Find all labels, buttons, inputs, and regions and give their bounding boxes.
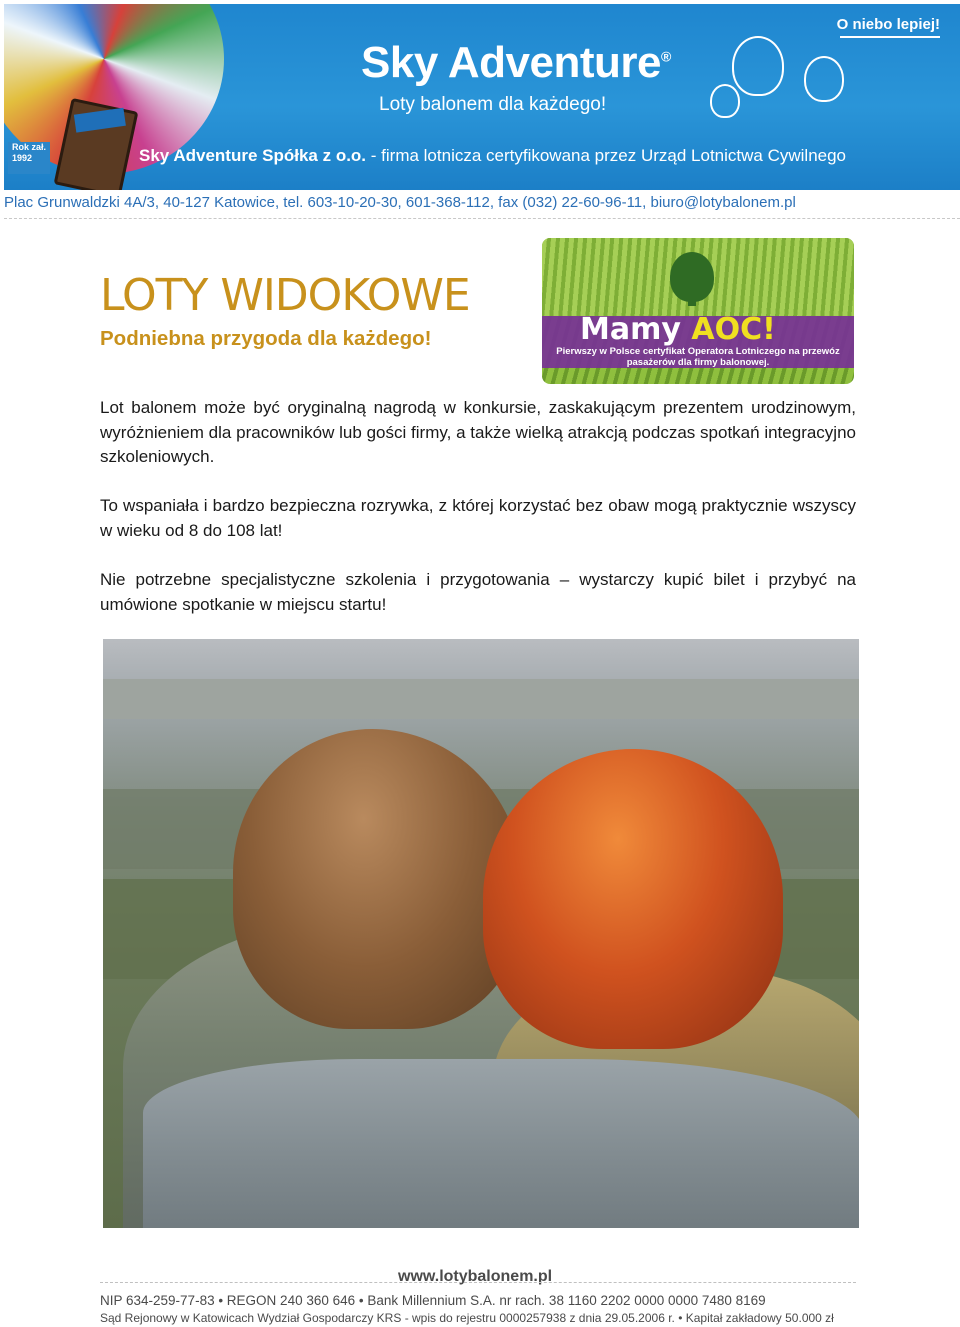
aoc-note: Pierwszy w Polsce certyfikat Operatora Lotniczego na przewóz pasażerów dla firmy balonowej. bbox=[556, 346, 840, 368]
balloon-outline-icon bbox=[732, 36, 784, 96]
year-value: 1992 bbox=[12, 153, 33, 163]
year-label: Rok zał. bbox=[12, 142, 47, 152]
paragraph: Nie potrzebne specjalistyczne szkolenia i przygotowania – wystarczy kupić bilet i przybyć na umówione spotkanie w miejscu startu! bbox=[100, 570, 856, 614]
paragraph: To wspaniała i bardzo bezpieczna rozrywka, z której korzystać bez obaw mogą praktycznie wszyscy w wieku od 8 do 108 lat! bbox=[100, 496, 856, 540]
balloon-outline-icon bbox=[804, 56, 844, 102]
divider bbox=[100, 1282, 856, 1283]
address-line: Plac Grunwaldzki 4A/3, 40-127 Katowice, tel. 603-10-20-30, 601-368-112, fax (032) 22-60-96-11, biuro@lotybalonem.pl bbox=[4, 194, 796, 211]
balloon-shadow-icon bbox=[670, 252, 714, 302]
footer-registry-info: Sąd Rejonowy w Katowicach Wydział Gospodarczy KRS - wpis do rejestru 0000257938 z dnia 29.05.2006 r. • Kapitał zakładowy 50.000 zł bbox=[100, 1311, 834, 1325]
couple-balloon-flight-photo bbox=[103, 639, 859, 1228]
company-line: Sky Adventure Spółka z o.o. - firma lotnicza certyfikowana przez Urząd Lotnictwa Cywilnego bbox=[139, 146, 847, 165]
person-head bbox=[233, 729, 523, 1029]
footer-company-info: NIP 634-259-77-83 • REGON 240 360 646 • Bank Millennium S.A. nr rach. 38 1160 2202 0000 0000 7480 8169 bbox=[100, 1293, 766, 1308]
fleece-collar bbox=[143, 1059, 859, 1228]
page-subtitle: Podniebna przygoda dla każdego! bbox=[100, 327, 432, 350]
slogan: O niebo lepiej! bbox=[836, 16, 940, 33]
brand-logo-text: Sky Adventure® bbox=[361, 38, 671, 87]
slogan-underline bbox=[840, 36, 940, 38]
paragraph: Lot balonem może być oryginalną nagrodą w konkursie, zaskakującym prezentem urodzinowym, wyróżnieniem dla pracowników lub gości firmy, a także wielką atrakcją podczas spotkań integracyjno szkoleniowych. bbox=[100, 398, 856, 466]
aoc-title: Mamy AOC! bbox=[580, 312, 776, 347]
page-title: LOTY WIDOKOWE bbox=[100, 270, 470, 321]
person-head bbox=[483, 749, 783, 1049]
footer-website[interactable]: www.lotybalonem.pl bbox=[398, 1268, 553, 1285]
header-banner bbox=[4, 4, 960, 190]
brand-subtitle: Loty balonem dla każdego! bbox=[379, 94, 607, 115]
year-badge bbox=[8, 142, 50, 174]
divider bbox=[4, 218, 960, 219]
aoc-certificate-image bbox=[542, 238, 854, 384]
balloon-outline-icon bbox=[710, 84, 740, 118]
